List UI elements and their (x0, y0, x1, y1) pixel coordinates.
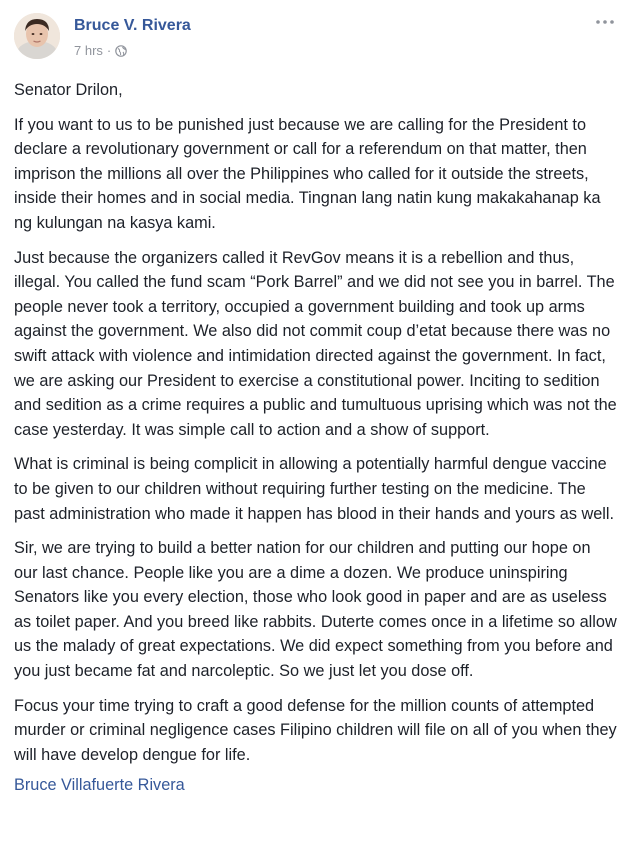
post-header (14, 0, 617, 70)
avatar-photo (14, 13, 60, 59)
signature-link[interactable]: Bruce Villafuerte Rivera (14, 776, 185, 795)
more-dots-icon[interactable] (593, 14, 617, 30)
post-paragraph-greeting: Senator Drilon, (14, 81, 123, 99)
avatar[interactable] (14, 13, 60, 59)
post-paragraph: Just because the organizers called it RevGov means it is a rebellion and thus, illegal. You called the fund scam “Pork Barrel” and we did not see you in barrel. The people never took a territory, occupied a government building and took up arms against the government. We also did not commit coup d’etat because there was no swift attack with violence and intimidation directed against the government. In fact, we are asking our President to exercise a constitutional power. Inciting to sedition and sedition as a crime requires a public and tumultuous uprising which was not the case yesterday. It was simple call to action and a show of support. (14, 248, 617, 439)
post-paragraph: If you want to us to be punished just because we are calling for the President to declare a revolutionary government or call for a referendum on that matter, then imprison the millions all over the Philippines who called for it outside the streets, inside their homes and in social media. Tingnan lang natin kung makakahanap ka ng kulungan na kasya kami. (14, 115, 601, 232)
post-paragraph: Sir, we are trying to build a better nation for our children and putting our hope on our last chance. People like you are a dime a dozen. We produce uninspiring Senators like you every election, those who look good in paper and are as useless as toilet paper. And you breed like rabbits. Duterte comes once in a lifetime so allow us the malady of great expectations. We did expect something from you before and you just became fat and narcoleptic. So we just let you dose off. (14, 539, 617, 681)
post-meta (74, 43, 127, 58)
meta-separator: · (106, 43, 112, 58)
post-timestamp[interactable]: 7 hrs (74, 43, 103, 58)
post-paragraph: What is criminal is being complicit in allowing a potentially harmful dengue vaccine to be given to our children without requiring further testing on the medicine. The past administration who made it happen has blood in their hands and yours as well. (14, 455, 615, 523)
post-author[interactable]: Bruce V. Rivera (74, 17, 191, 34)
post-paragraph: Focus your time trying to craft a good defense for the million counts of attempted murder or criminal negligence cases Filipino children will file on all of you when they will have develop dengue for life. (14, 696, 617, 764)
globe-icon[interactable] (115, 45, 127, 57)
post-body (14, 78, 617, 798)
